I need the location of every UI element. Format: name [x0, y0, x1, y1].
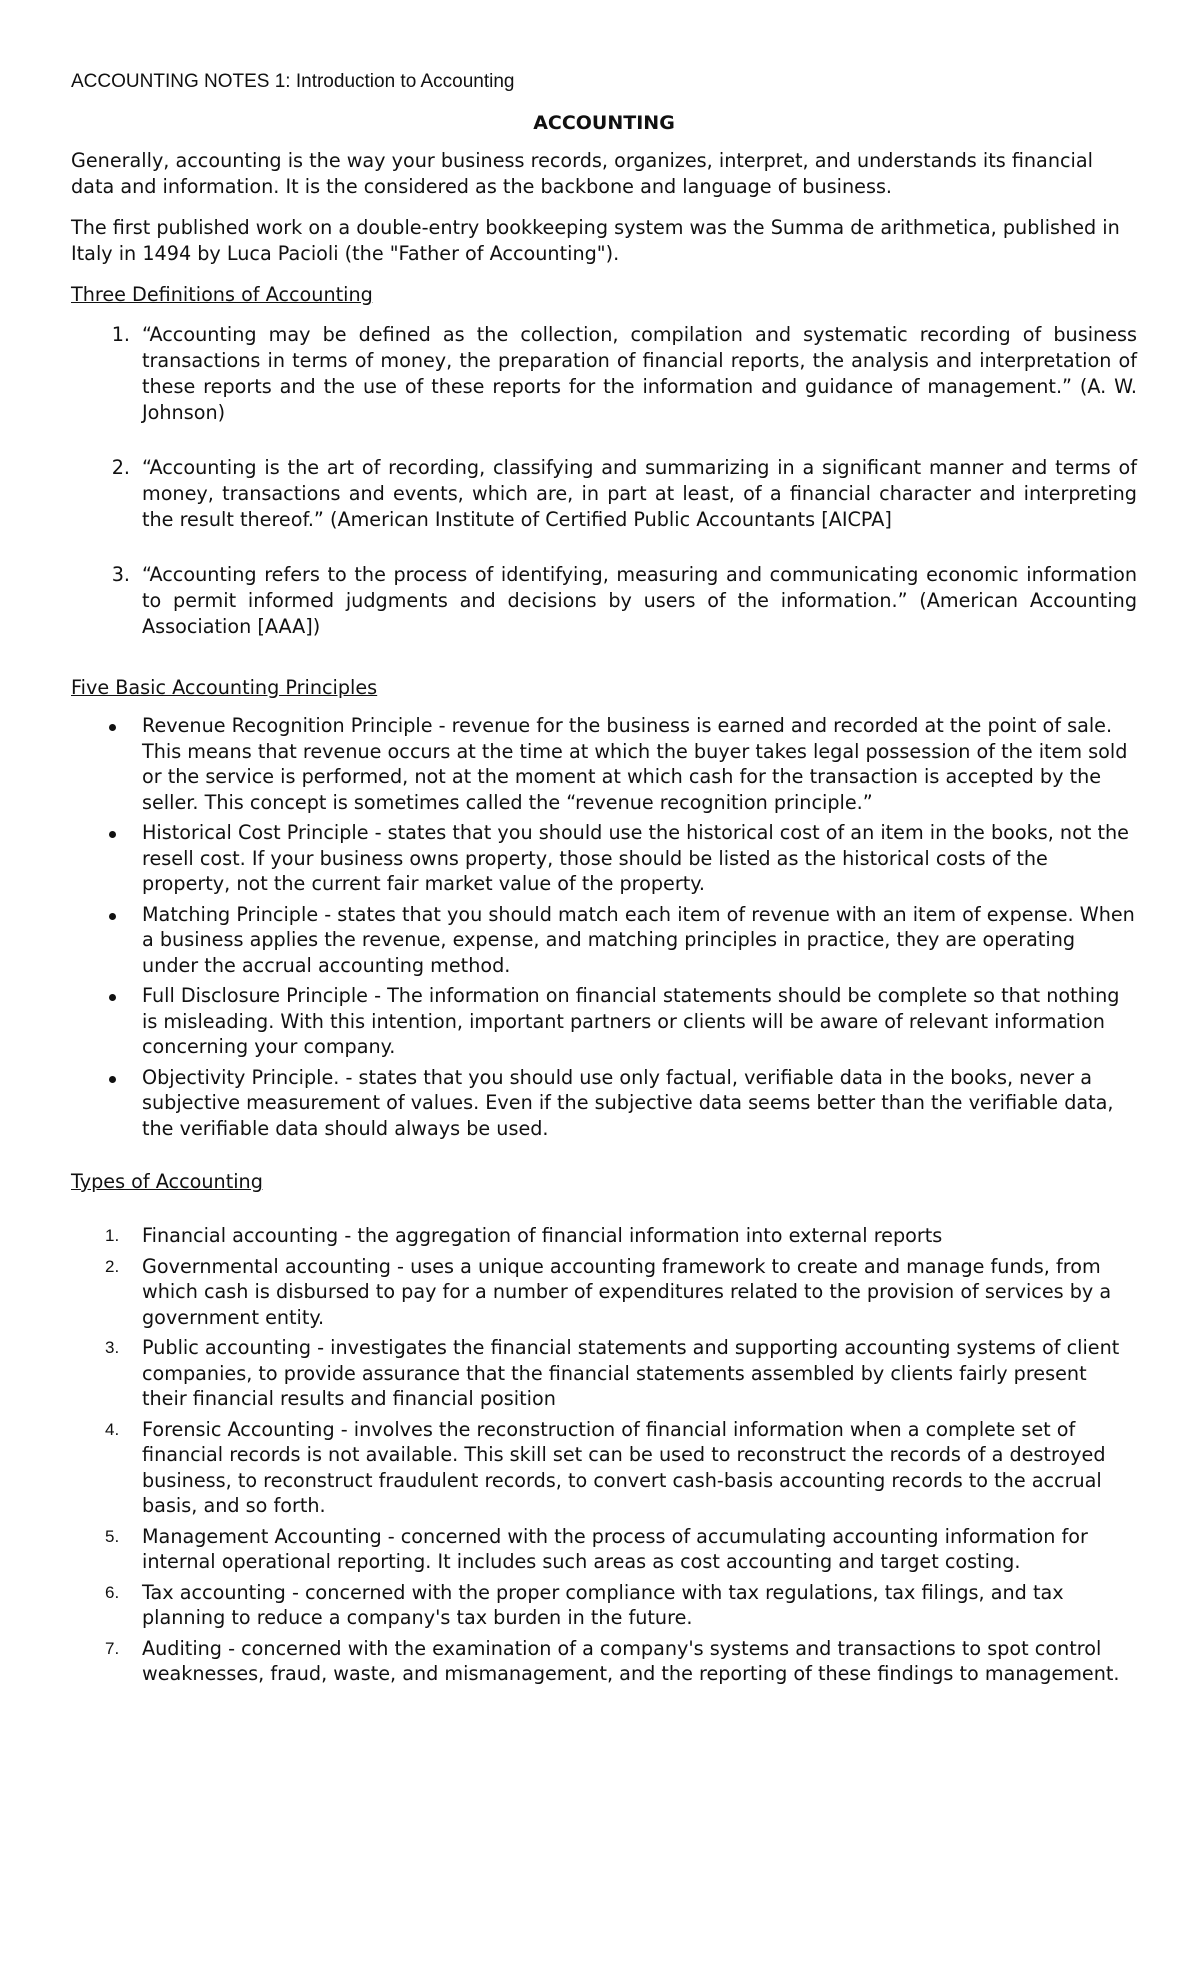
definition-text: “Accounting is the art of recording, classifying and summarizing in a significant manner and terms of money, transactions and events, which are, in part at least, of a financial character and interpreting the result thereof.” (American Institute of Certified Public Accountants [AICPA]: [142, 456, 1137, 531]
list-number: 7.: [105, 1638, 120, 1658]
list-item: [71, 983, 1137, 1060]
list-number: 6.: [105, 1582, 120, 1602]
type-text: Financial accounting - the aggregation of financial information into external reports: [142, 1224, 943, 1247]
principle-text: Revenue Recognition Principle - revenue for the business is earned and recorded at the point of sale. This means that revenue occurs at the time at which the buyer takes legal possession of the item sold or the service is performed, not at the moment at which cash for the transaction is accepted by the seller. This concept is sometimes called the “revenue recognition principle.”: [142, 714, 1128, 814]
principle-text: Historical Cost Principle - states that you should use the historical cost of an item in the books, not the resell cost. If your business owns property, those should be listed as the historical costs of the property, not the current fair market value of the property.: [142, 821, 1129, 895]
definitions-heading: Three Definitions of Accounting: [71, 283, 373, 306]
bullet-icon: [71, 983, 142, 1060]
type-text: Auditing - concerned with the examination of a company's systems and transactions to spot control weaknesses, fraud, waste, and mismanagement, and the reporting of these findings to management.: [142, 1636, 1120, 1685]
principles-list: [71, 713, 1137, 1141]
list-item: [71, 1417, 1137, 1519]
list-item: [71, 1524, 1137, 1575]
list-number: 3.: [105, 1338, 120, 1357]
list-item: [71, 820, 1137, 897]
bullet-icon: [71, 902, 142, 979]
bullet-icon: [71, 820, 142, 897]
list-number: 1.: [111, 323, 130, 346]
running-header: ACCOUNTING NOTES 1: Introduction to Accounting: [71, 71, 515, 92]
page-title: ACCOUNTING: [533, 112, 675, 134]
principle-text: Full Disclosure Principle - The information on financial statements should be complete so that nothing is misleading. With this intention, important partners or clients will be aware of relevant information concerning your company.: [142, 984, 1120, 1058]
principles-heading: Five Basic Accounting Principles: [71, 676, 378, 699]
principle-text: Matching Principle - states that you should match each item of revenue with an item of expense. When a business applies the revenue, expense, and matching principles in practice, they are operating under the accrual accounting method.: [142, 902, 1135, 977]
type-text: Governmental accounting - uses a unique accounting framework to create and manage funds, from which cash is disbursed to pay for a number of expenditures related to the provision of services by a government entity.: [142, 1254, 1112, 1329]
definition-text: “Accounting may be defined as the collection, compilation and systematic recording of business transactions in terms of money, the preparation of financial reports, the analysis and interpretation of these reports and the use of these reports for the information and guidance of management.” (A. W. Johnson): [142, 323, 1137, 424]
list-number: 4.: [105, 1419, 120, 1439]
list-item: [71, 1065, 1137, 1142]
bullet-icon: [71, 1065, 142, 1142]
bullet-icon: [71, 713, 142, 815]
list-item: [71, 1335, 1137, 1412]
principle-text: Objectivity Principle. - states that you should use only factual, verifiable data in the books, never a subjective measurement of values. Even if the subjective data seems better than the verifiable data, the verifiable data should always be used.: [142, 1065, 1114, 1140]
definitions-list: [71, 322, 1137, 640]
list-item: [71, 1223, 1137, 1249]
list-item: [71, 1254, 1137, 1331]
history-paragraph: The first published work on a double-entry bookkeeping system was the Summa de arithmetica, published in Italy in 1494 by Luca Pacioli (the "Father of Accounting").: [71, 216, 1120, 265]
definition-text: “Accounting refers to the process of identifying, measuring and communicating economic information to permit informed judgments and decisions by users of the information.” (American Accounting Association [AAA]): [142, 563, 1137, 638]
intro-paragraph: Generally, accounting is the way your business records, organizes, interpret, and understands its financial data and information. It is the considered as the backbone and language of business.: [71, 149, 1093, 198]
list-number: 3.: [111, 563, 130, 586]
type-text: Tax accounting - concerned with the proper compliance with tax regulations, tax filings, and tax planning to reduce a company's tax burden in the future.: [142, 1580, 1064, 1629]
type-text: Management Accounting - concerned with the process of accumulating accounting information for internal operational reporting. It includes such areas as cost accounting and target costing.: [142, 1524, 1088, 1573]
list-item: [71, 562, 1137, 640]
list-item: [71, 455, 1137, 533]
list-item: [71, 1580, 1137, 1631]
types-list: [71, 1223, 1137, 1687]
list-item: [71, 322, 1137, 426]
list-number: 2.: [105, 1256, 120, 1276]
list-number: 2.: [111, 456, 130, 479]
types-heading: Types of Accounting: [71, 1170, 263, 1193]
list-number: 1.: [105, 1226, 120, 1245]
list-item: [71, 1636, 1137, 1687]
type-text: Public accounting - investigates the financial statements and supporting accounting systems of client companies, to provide assurance that the financial statements assembled by clients fairly present their financial results and financial position: [142, 1336, 1120, 1410]
list-item: [71, 713, 1137, 815]
document-page: [71, 70, 1137, 1692]
list-item: [71, 902, 1137, 979]
list-number: 5.: [105, 1526, 120, 1546]
type-text: Forensic Accounting - involves the reconstruction of financial information when a complete set of financial records is not available. This skill set can be used to reconstruct the records of a destroyed business, to reconstruct fraudulent records, to convert cash-basis accounting records to the accrual basis, and so forth.: [142, 1417, 1106, 1517]
